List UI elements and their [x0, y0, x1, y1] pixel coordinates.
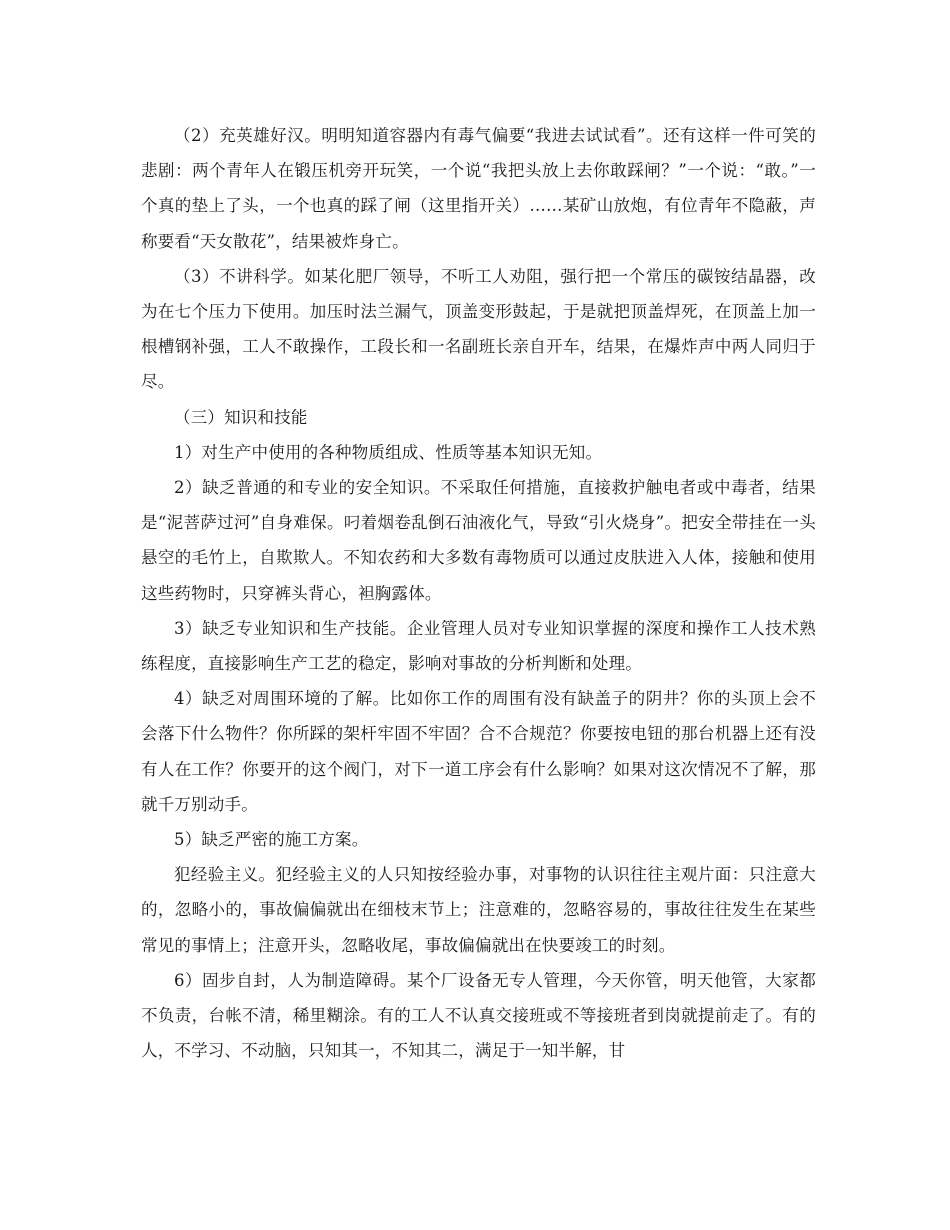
document-body: [141, 118, 816, 1068]
section-heading-knowledge-skills: （三）知识和技能: [174, 407, 308, 427]
paragraph-unscientific: （3）不讲科学。如某化肥厂领导，不听工人劝阻，强行把一个常压的碳铵结晶器，改为在七个压力下使用。加压时法兰漏气，顶盖变形鼓起，于是就把顶盖焊死，在顶盖上加一根槽钢补强，工人不敢操作，工段长和一名副班长亲自开车，结果，在爆炸声中两人同归于尽。: [141, 266, 816, 392]
paragraph-item-5: 5）缺乏严密的施工方案。: [174, 830, 369, 850]
paragraph-item-3: 3）缺乏专业知识和生产技能。企业管理人员对专业知识掌握的深度和操作工人技术熟练程度，直接影响生产工艺的稳定，影响对事故的分析判断和处理。: [141, 618, 816, 674]
paragraph-item-2: 2）缺乏普通的和专业的安全知识。不采取任何措施，直接救护触电者或中毒者，结果是“泥菩萨过河”自身难保。叼着烟卷乱倒石油液化气，导致“引火烧身”。把安全带挂在一头悬空的毛竹上，自欺欺人。不知农药和大多数有毒物质可以通过皮肤进入人体，接触和使用这些药物时，只穿裤头背心，袒胸露体。: [141, 478, 816, 603]
paragraph-item-1: 1）对生产中使用的各种物质组成、性质等基本知识无知。: [174, 442, 603, 462]
paragraph-show-off: （2）充英雄好汉。明明知道容器内有毒气偏要“我进去试试看”。还有这样一件可笑的悲剧：两个青年人在锻压机旁开玩笑，一个说“我把头放上去你敢踩闸？”一个说：“敢。”一个真的垫上了头，一个也真的踩了闸（这里指开关）……某矿山放炮，有位青年不隐蔽，声称要看“天女散花”，结果被炸身亡。: [141, 126, 816, 251]
paragraph-item-4: 4）缺乏对周围环境的了解。比如你工作的周围有没有缺盖子的阴井？你的头顶上会不会落下什么物件？你所踩的架杆牢固不牢固？合不合规范？你要按电钮的那台机器上还有没有人在工作？你要开的这个阀门，对下一道工序会有什么影响？如果对这次情况不了解，那就千万别动手。: [141, 689, 816, 814]
paragraph-item-6: 6）固步自封，人为制造障碍。某个厂设备无专人管理，今天你管，明天他管，大家都不负责，台帐不清，稀里糊涂。有的工人不认真交接班或不等接班者到岗就提前走了。有的人，不学习、不动脑，只知其一，不知其二，满足于一知半解，甘: [141, 970, 816, 1061]
paragraph-empiricism: 犯经验主义。犯经验主义的人只知按经验办事，对事物的认识往往主观片面：只注意大的，忽略小的，事故偏偏就出在细枝末节上；注意难的，忽略容易的，事故往往发生在某些常见的事情上；注意开头，忽略收尾，事故偏偏就出在快要竣工的时刻。: [141, 865, 816, 955]
